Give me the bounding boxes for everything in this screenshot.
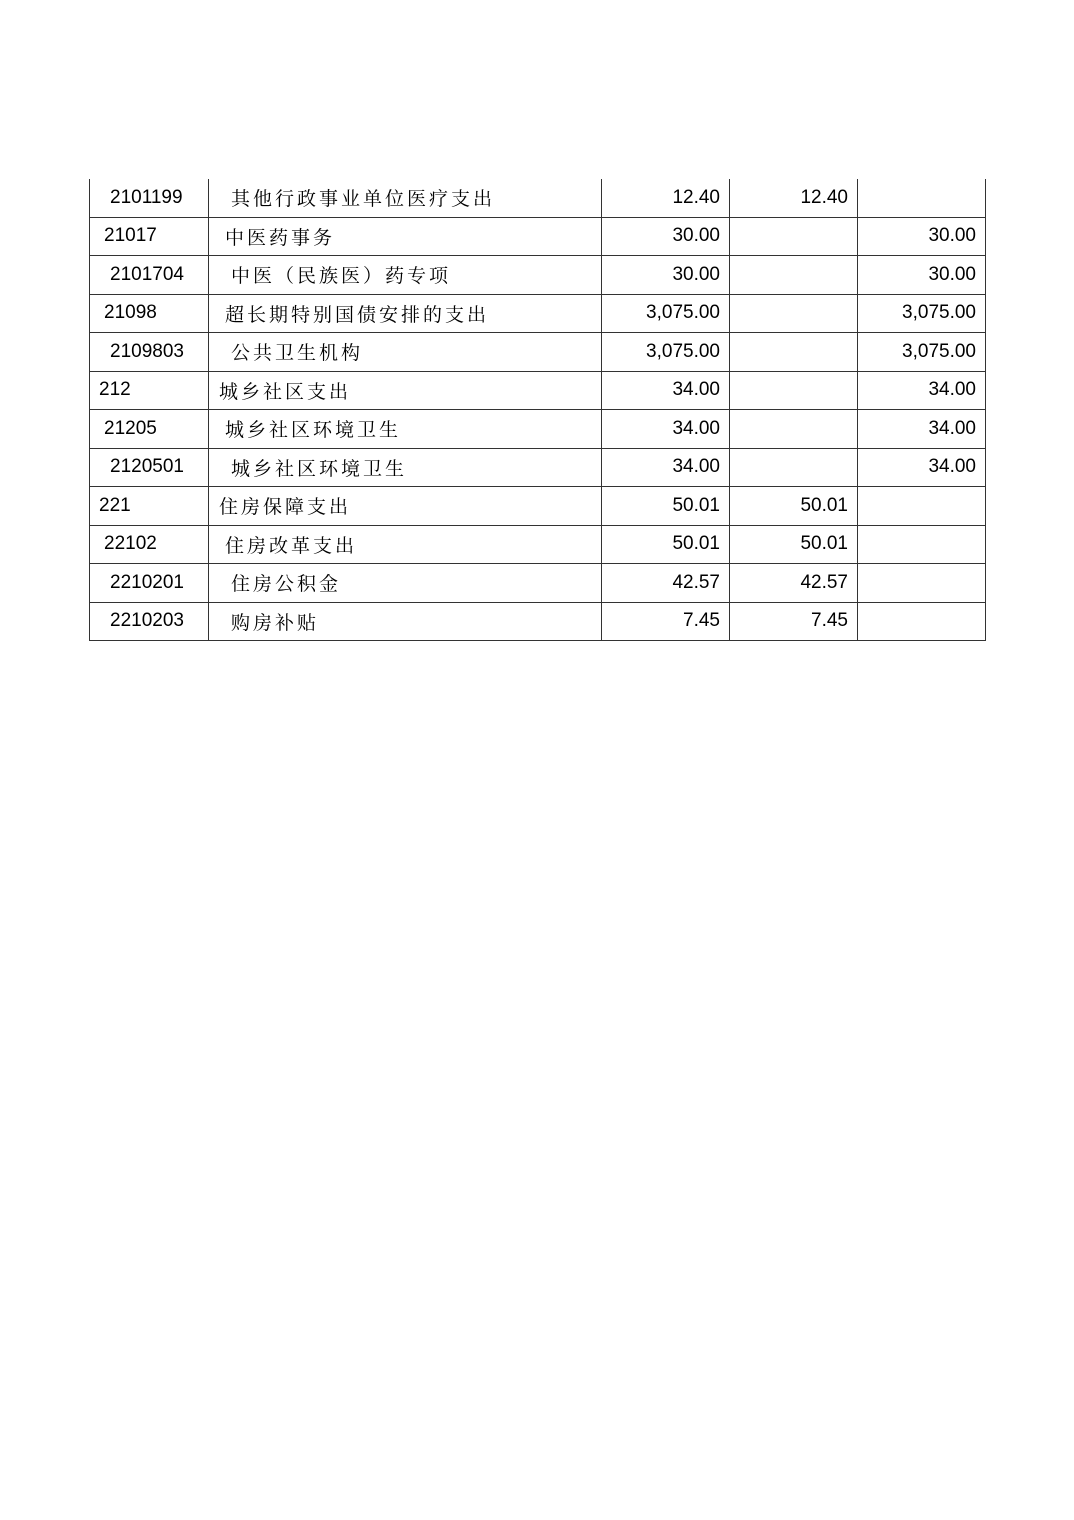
basic-amount [730,410,858,449]
total-amount: 30.00 [602,217,730,256]
project-amount: 34.00 [858,410,986,449]
subject-code: 2101199 [90,179,209,217]
subject-code: 2109803 [90,333,209,372]
project-amount [858,564,986,603]
table-row [90,448,986,487]
subject-name: 其他行政事业单位医疗支出 [209,179,602,217]
basic-amount [730,217,858,256]
basic-amount: 7.45 [730,602,858,641]
basic-amount [730,448,858,487]
table-row [90,371,986,410]
table-row [90,217,986,256]
table-row [90,333,986,372]
subject-code: 22102 [90,525,209,564]
total-amount: 12.40 [602,179,730,217]
subject-code: 212 [90,371,209,410]
subject-code: 2210203 [90,602,209,641]
table-row [90,294,986,333]
subject-name: 城乡社区支出 [209,371,602,410]
project-amount: 34.00 [858,448,986,487]
subject-name: 城乡社区环境卫生 [209,448,602,487]
subject-name: 公共卫生机构 [209,333,602,372]
total-amount: 42.57 [602,564,730,603]
total-amount: 7.45 [602,602,730,641]
project-amount [858,179,986,217]
total-amount: 30.00 [602,256,730,295]
subject-code: 21205 [90,410,209,449]
subject-name: 购房补贴 [209,602,602,641]
table-row [90,525,986,564]
table-row [90,179,986,217]
basic-amount [730,371,858,410]
subject-name: 住房公积金 [209,564,602,603]
table-row [90,602,986,641]
total-amount: 34.00 [602,410,730,449]
basic-amount: 50.01 [730,487,858,526]
total-amount: 34.00 [602,371,730,410]
subject-code: 21017 [90,217,209,256]
project-amount [858,602,986,641]
subject-name: 中医（民族医）药专项 [209,256,602,295]
subject-code: 2210201 [90,564,209,603]
project-amount [858,487,986,526]
basic-amount [730,256,858,295]
project-amount: 34.00 [858,371,986,410]
subject-code: 221 [90,487,209,526]
project-amount: 3,075.00 [858,333,986,372]
basic-amount: 50.01 [730,525,858,564]
table-row [90,410,986,449]
basic-amount [730,294,858,333]
total-amount: 50.01 [602,487,730,526]
project-amount: 30.00 [858,256,986,295]
total-amount: 3,075.00 [602,294,730,333]
subject-name: 超长期特别国债安排的支出 [209,294,602,333]
project-amount: 3,075.00 [858,294,986,333]
total-amount: 34.00 [602,448,730,487]
table-row [90,487,986,526]
total-amount: 3,075.00 [602,333,730,372]
basic-amount: 42.57 [730,564,858,603]
project-amount [858,525,986,564]
basic-amount: 12.40 [730,179,858,217]
subject-name: 住房改革支出 [209,525,602,564]
subject-code: 21098 [90,294,209,333]
project-amount: 30.00 [858,217,986,256]
total-amount: 50.01 [602,525,730,564]
basic-amount [730,333,858,372]
subject-name: 城乡社区环境卫生 [209,410,602,449]
subject-code: 2101704 [90,256,209,295]
expenditure-table [89,179,986,641]
subject-name: 住房保障支出 [209,487,602,526]
subject-name: 中医药事务 [209,217,602,256]
table-row [90,256,986,295]
table-row [90,564,986,603]
subject-code: 2120501 [90,448,209,487]
